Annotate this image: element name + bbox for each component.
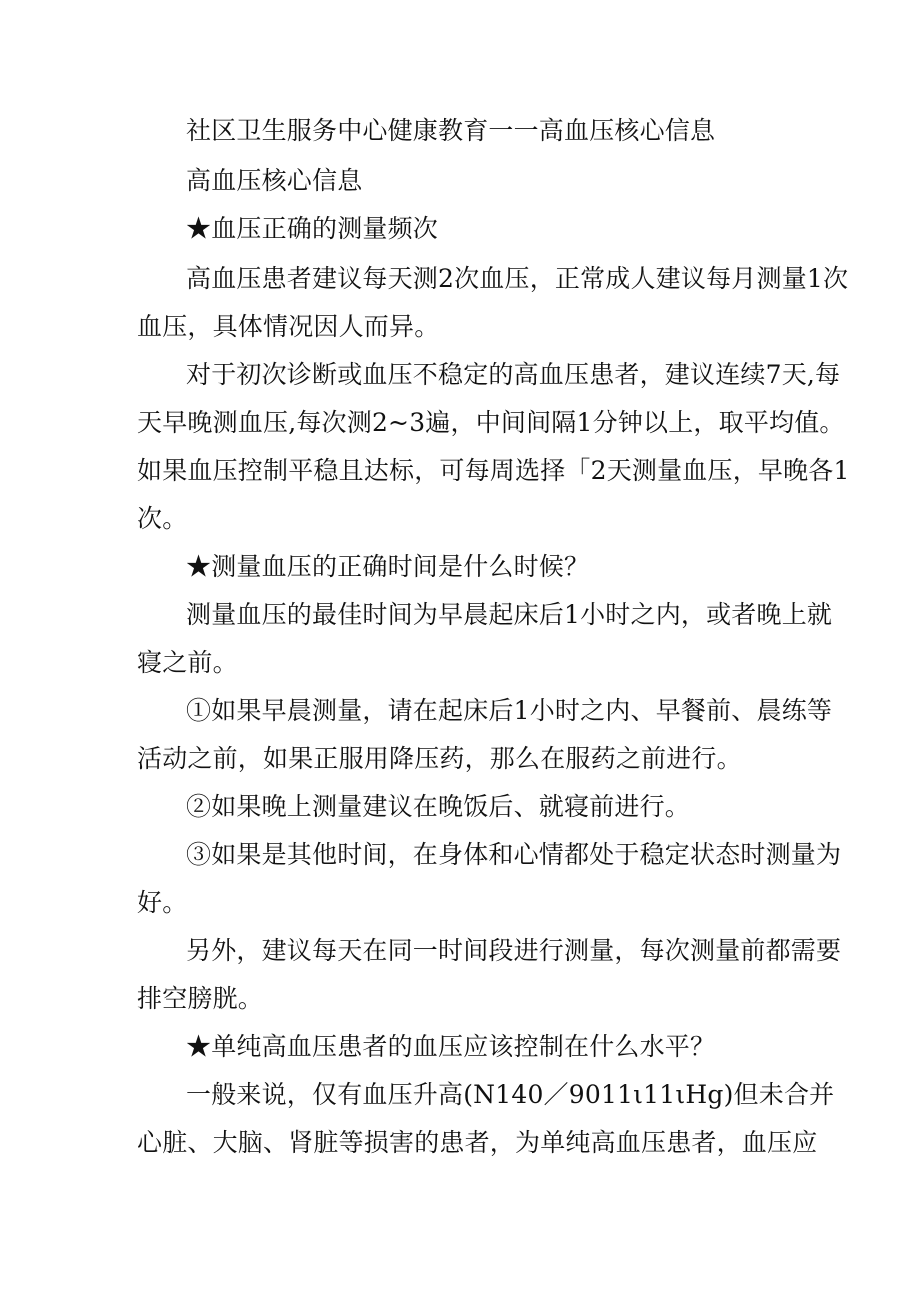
- paragraph-line: 另外，建议每天在同一时间段进行测量，每次测量前都需要: [186, 936, 842, 965]
- paragraph-line: 排空膀胱。: [137, 984, 264, 1013]
- section-heading-frequency: ★血压正确的测量频次: [186, 214, 439, 243]
- paragraph-line: 对于初次诊断或血压不稳定的高血压患者，建议连续7天,每: [186, 360, 841, 389]
- list-item-continuation: 好。: [137, 888, 188, 917]
- paragraph-line: 一般来说，仅有血压升高(N140／9011ι11ιHg)但未合并: [186, 1080, 835, 1109]
- paragraph-line: 如果血压控制平稳且达标，可每周选择「2天测量血压，早晚各1: [137, 456, 850, 485]
- paragraph-line: 测量血压的最佳时间为早晨起床后1小时之内，或者晚上就: [186, 600, 833, 629]
- document-subtitle: 高血压核心信息: [186, 166, 363, 195]
- paragraph-line: 寝之前。: [137, 648, 238, 677]
- paragraph-line: 天早晚测血压,每次测2~3遍，中间间隔1分钟以上，取平均值。: [137, 408, 845, 437]
- paragraph-line: 次。: [137, 504, 188, 533]
- list-item-continuation: 活动之前，如果正服用降压药，那么在服药之前进行。: [137, 744, 742, 773]
- paragraph-line: 心脏、大脑、肾脏等损害的患者，为单纯高血压患者，血压应: [137, 1128, 818, 1157]
- list-item: ②如果晚上测量建议在晚饭后、就寝前进行。: [186, 792, 691, 821]
- list-item: ①如果早晨测量，请在起床后1小时之内、早餐前、晨练等: [186, 696, 833, 725]
- section-heading-timing: ★测量血压的正确时间是什么时候？: [186, 552, 590, 581]
- paragraph-line: 高血压患者建议每天测2次血压，正常成人建议每月测量1次: [186, 264, 849, 293]
- list-item: ③如果是其他时间，在身体和心情都处于稳定状态时测量为: [186, 840, 842, 869]
- section-heading-target-level: ★单纯高血压患者的血压应该控制在什么水平？: [186, 1032, 716, 1061]
- document-title: 社区卫生服务中心健康教育一一高血压核心信息: [186, 116, 716, 145]
- paragraph-line: 血压，具体情况因人而异。: [137, 312, 440, 341]
